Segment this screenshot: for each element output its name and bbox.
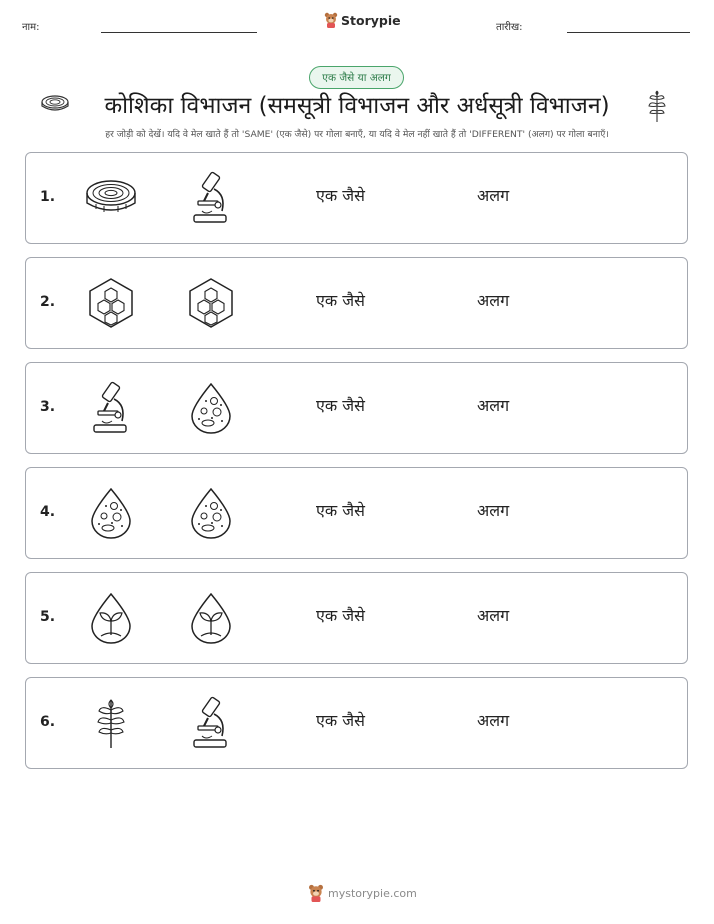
name-label: नाम: — [22, 22, 40, 33]
question-row-3 — [25, 362, 688, 454]
option-same[interactable]: एक जैसे — [316, 291, 365, 310]
bear-mascot-icon — [308, 884, 324, 902]
option-same[interactable]: एक जैसे — [316, 711, 365, 730]
brand-logo — [324, 12, 401, 28]
question-number: 2. — [40, 294, 56, 310]
question-number: 3. — [40, 399, 56, 415]
page-title: कोशिका विभाजन (समसूत्री विभाजन और अर्धसूत्री विभाजन) — [104, 93, 610, 119]
tree-rings-icon — [40, 94, 70, 114]
microbe-drop-icon — [184, 381, 238, 435]
footer-site-link[interactable]: mystorypie.com — [328, 886, 417, 900]
date-label: तारीख: — [496, 22, 523, 33]
honeycomb-cells-icon — [84, 276, 138, 330]
microscope-icon — [184, 171, 238, 225]
brand-name: Storypie — [341, 12, 401, 28]
name-input-line[interactable] — [101, 32, 257, 33]
leafy-branch-icon — [84, 696, 138, 750]
question-row-1 — [25, 152, 688, 244]
option-same[interactable]: एक जैसे — [316, 396, 365, 415]
microscope-icon — [84, 381, 138, 435]
honeycomb-cells-icon — [184, 276, 238, 330]
sprout-drop-icon — [184, 591, 238, 645]
microbe-drop-icon — [84, 486, 138, 540]
option-different[interactable]: अलग — [477, 396, 510, 415]
option-different[interactable]: अलग — [477, 291, 510, 310]
date-input-line[interactable] — [567, 32, 690, 33]
option-different[interactable]: अलग — [477, 606, 510, 625]
question-row-2 — [25, 257, 688, 349]
leafy-branch-icon — [646, 89, 668, 123]
question-row-4 — [25, 467, 688, 559]
question-row-5 — [25, 572, 688, 664]
worksheet-type-tag: एक जैसे या अलग — [309, 66, 404, 89]
option-same[interactable]: एक जैसे — [316, 606, 365, 625]
footer — [308, 884, 417, 902]
question-number: 4. — [40, 504, 56, 520]
sprout-drop-icon — [84, 591, 138, 645]
question-number: 1. — [40, 189, 56, 205]
question-row-6 — [25, 677, 688, 769]
option-same[interactable]: एक जैसे — [316, 186, 365, 205]
microbe-drop-icon — [184, 486, 238, 540]
option-same[interactable]: एक जैसे — [316, 501, 365, 520]
microscope-icon — [184, 696, 238, 750]
instructions-text: हर जोड़ी को देखें। यदि वे मेल खाते हैं तो 'SAME' (एक जैसे) पर गोला बनाएँ, या यदि वे मेल नहीं खाते हैं तो 'DIFFERENT' (अलग) पर गोला बनाएँ। — [105, 129, 609, 140]
bear-mascot-icon — [324, 12, 338, 28]
question-number: 6. — [40, 714, 56, 730]
tree-rings-icon — [84, 171, 138, 225]
option-different[interactable]: अलग — [477, 711, 510, 730]
option-different[interactable]: अलग — [477, 186, 510, 205]
question-number: 5. — [40, 609, 56, 625]
option-different[interactable]: अलग — [477, 501, 510, 520]
